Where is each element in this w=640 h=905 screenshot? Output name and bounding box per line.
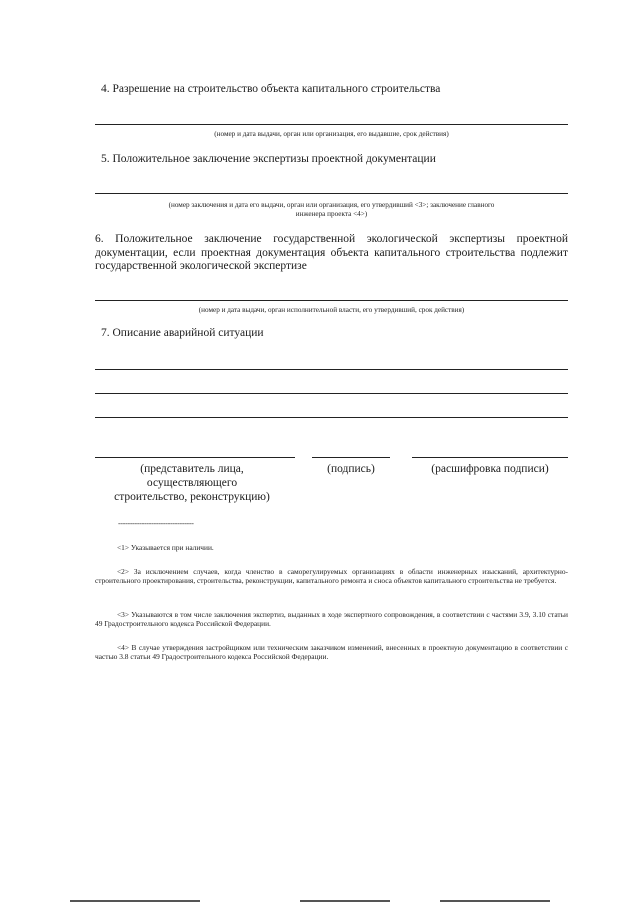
section-6-hint: (номер и дата выдачи, орган исполнительной власти, его утвердивший, срок действия) (198, 306, 465, 314)
footnote-3: <3> Указываются в том числе заключения экспертиз, выданных в ходе экспертного сопровождения, в соответствии с частями 3.9, 3.10 статьи 49 Градостроительного кодекса Российской Федерации. (95, 610, 568, 629)
section-7-heading: 7. Описание аварийной ситуации (101, 327, 264, 339)
decoding-line (412, 457, 568, 458)
scan-edge-mark (70, 900, 200, 902)
representative-line (95, 457, 295, 458)
decoding-label: (расшифровка подписи) (431, 463, 549, 475)
footnote-4: <4> В случае утверждения застройщиком или техническим заказчиком изменений, внесенных в проектную документацию в соответствии с частью 3.8 статьи 49 Градостроительного кодекса Российской Федерации. (95, 643, 568, 662)
signature-line (312, 457, 390, 458)
scan-edge-mark (440, 900, 550, 902)
section-5-hint-line-2: инженера проекта <4>) (295, 210, 368, 218)
section-7-line-3 (95, 417, 568, 418)
footnote-1: <1> Указывается при наличии. (117, 543, 214, 552)
section-7-line-1 (95, 369, 568, 370)
footnote-separator: -------------------------------- (118, 519, 194, 528)
signature-label: (подпись) (327, 463, 375, 475)
section-4-heading: 4. Разрешение на строительство объекта капитального строительства (101, 83, 441, 95)
section-4-hint: (номер и дата выдачи, орган или организация, его выдавшие, срок действия) (214, 130, 449, 138)
section-4-input-line (95, 124, 568, 125)
representative-label: (представитель лица, осуществляющего строительство, реконструкцию) (114, 463, 270, 503)
section-7-line-2 (95, 393, 568, 394)
section-5-hint-line-1: (номер заключения и дата его выдачи, орган или организация, его утвердивший <3>; заключение главного (168, 201, 495, 209)
footnote-2: <2> За исключением случаев, когда членство в саморегулируемых организациях в области инженерных изысканий, архитектурно-строительного проектирования, строительства, реконструкции, капитального ремонта и сноса объектов капитального строительства не требуется. (95, 567, 568, 586)
section-5-hint (95, 201, 568, 219)
section-6-text: 6. Положительное заключение государственной экологической экспертизы проектной документации, если проектная документация объекта капитального строительства подлежит государственной экологической экспертизе (95, 233, 568, 273)
section-5-input-line (95, 193, 568, 194)
scan-edge-mark (300, 900, 390, 902)
section-6-input-line (95, 300, 568, 301)
section-5-heading: 5. Положительное заключение экспертизы проектной документации (101, 153, 436, 165)
